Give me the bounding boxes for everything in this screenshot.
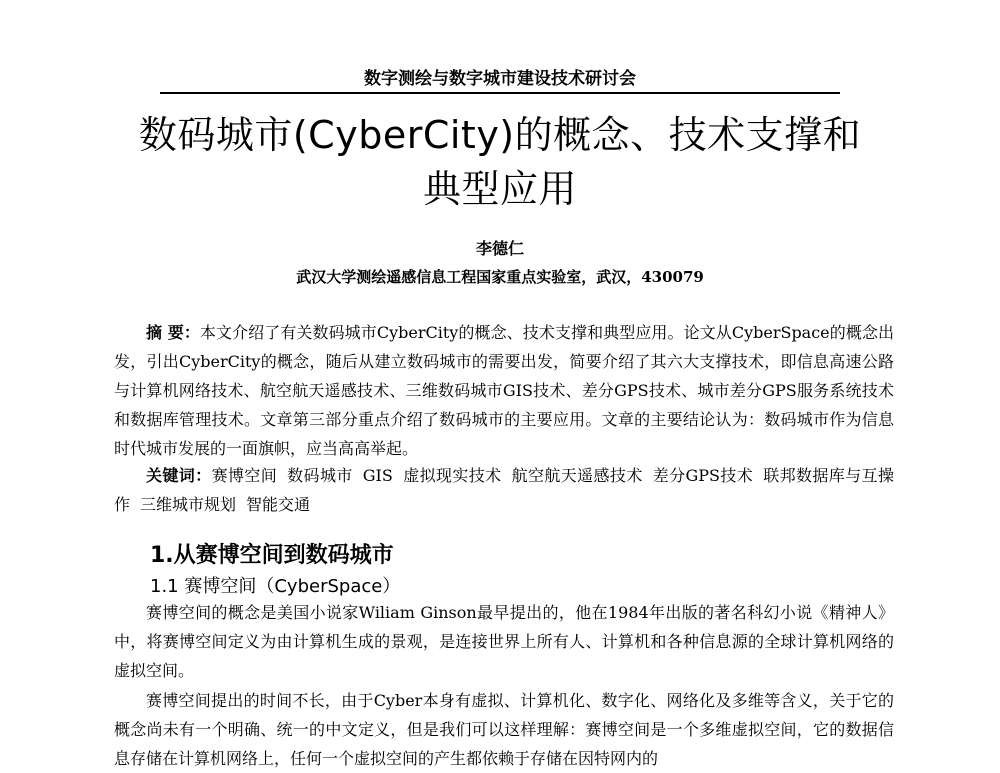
running-header: 数字测绘与数字城市建设技术研讨会 (364, 69, 636, 89)
title-line-2: 典型应用 (422, 167, 577, 211)
author-name: 李德仁 (475, 239, 524, 258)
keyword: 数码城市 (287, 466, 353, 485)
body-paragraph: 赛博空间提出的时间不长，由于Cyber本身有虚拟、计算机化、数字化、网络化及多维等含义，关于它的概念尚未有一个明确、统一的中文定义，但是我们可以这样理解：赛博空间是一个多维虚拟空间，它的数据信息存储在计算机网络上，任何一个虚拟空间的产生都依赖于存储在因特网内的 (114, 691, 894, 768)
keyword: 三维城市规划 (140, 495, 237, 514)
keyword: 赛博空间 (211, 466, 278, 485)
keyword: 联邦数据库与互操作 (114, 466, 894, 514)
title-line-1: 数码城市(CyberCity)的概念、技术支撑和 (138, 113, 862, 157)
keyword: GIS (362, 466, 393, 485)
body-paragraph: 赛博空间的概念是美国小说家Wiliam Ginson最早提出的，他在1984年出版的著名科幻小说《精神人》中，将赛博空间定义为由计算机生成的景观，是连接世界上所有人、计算机和各种信息源的全球计算机网络的虚拟空间。 (114, 603, 894, 680)
keywords (114, 461, 894, 519)
subsection-heading-1-1: 1.1 赛博空间（CyberSpace） (150, 576, 401, 597)
keyword: 差分GPS技术 (652, 466, 754, 485)
abstract-text: 本文介绍了有关数码城市CyberCity的概念、技术支撑和典型应用。论文从CyberSpace的概念出发，引出CyberCity的概念，随后从建立数码城市的需要出发，简要介绍了其六大支撑技术，即信息高速公路与计算机网络技术、航空航天遥感技术、三维数码城市GIS技术、差分GPS技术、城市差分GPS服务系统技术和数据库管理技术。文章第三部分重点介绍了数码城市的主要应用。文章的主要结论认为：数码城市作为信息时代城市发展的一面旗帜，应当高高举起。 (114, 323, 894, 458)
abstract-label: 摘 要： (146, 323, 200, 342)
paper-title (0, 108, 1000, 216)
keywords-label: 关键词： (146, 466, 212, 485)
keyword: 虚拟现实技术 (402, 466, 502, 485)
keyword: 智能交通 (246, 495, 311, 514)
header-rule (160, 92, 840, 94)
abstract (114, 318, 894, 463)
keyword: 航空航天遥感技术 (511, 466, 643, 485)
section-heading-1: 1.从赛博空间到数码城市 (150, 543, 394, 568)
author-affiliation: 武汉大学测绘遥感信息工程国家重点实验室，武汉，430079 (296, 268, 704, 286)
